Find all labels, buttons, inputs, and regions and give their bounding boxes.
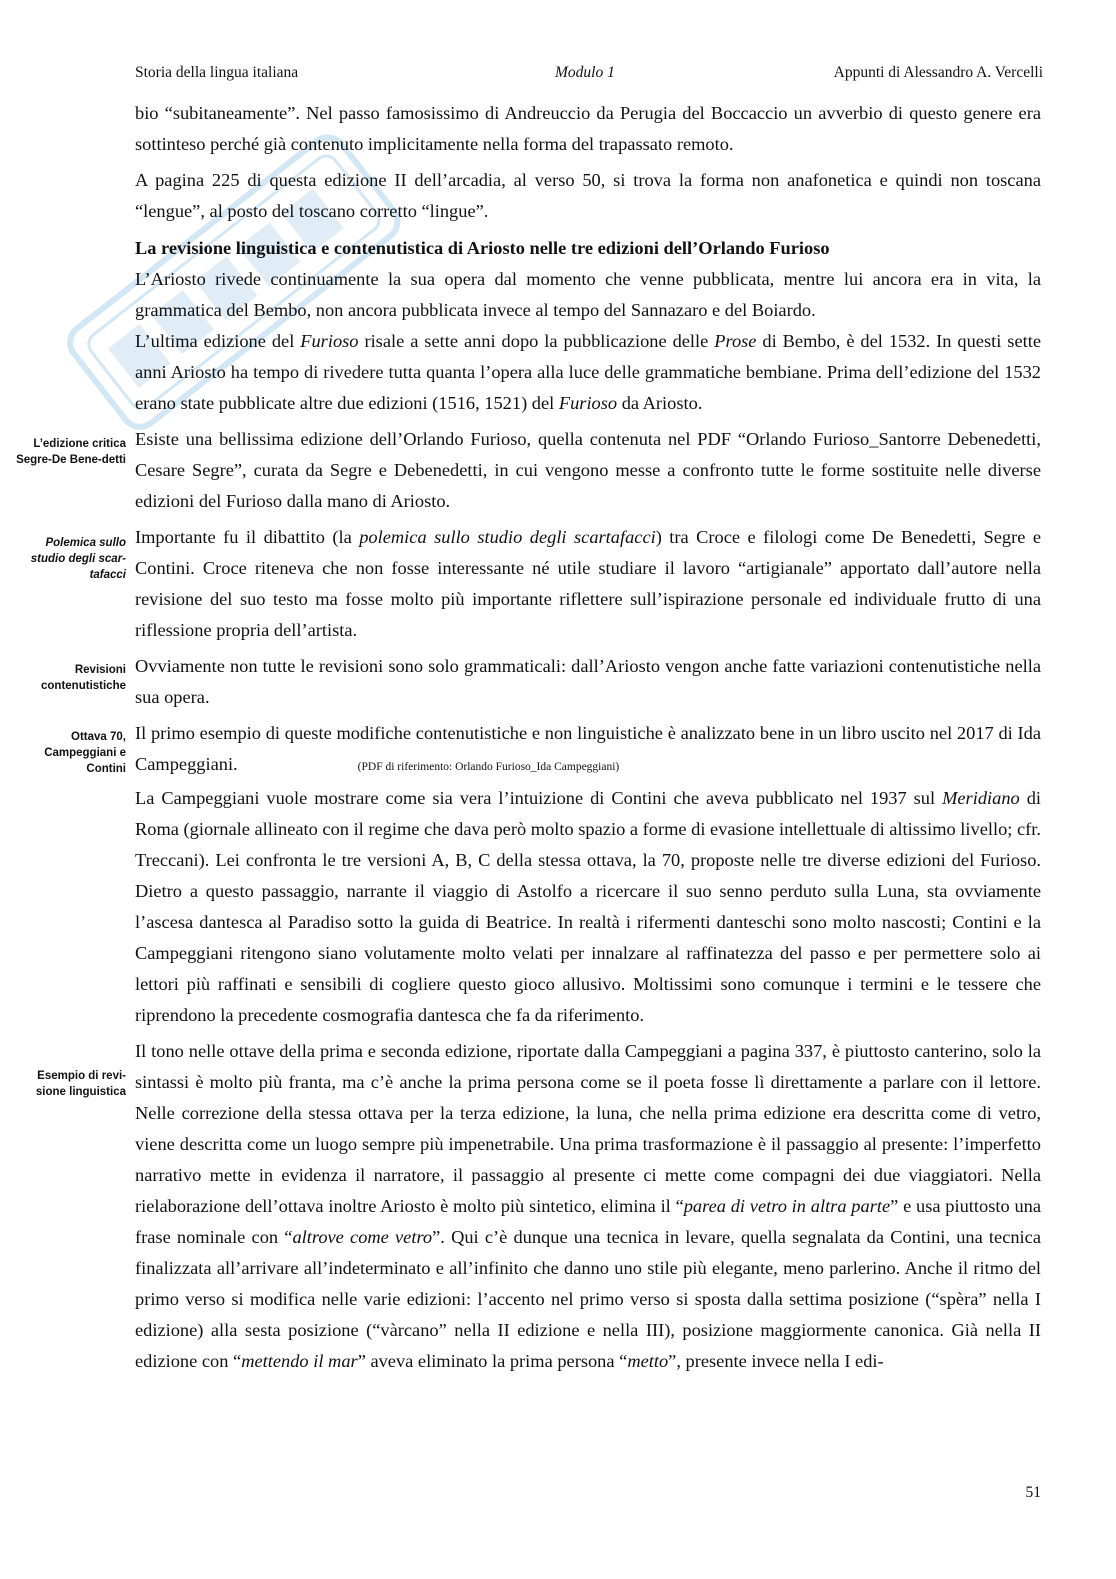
pdf-reference-note: (PDF di riferimento: Orlando Furioso_Ida Campeggiani) <box>357 761 620 773</box>
paragraph-10: Il tono nelle ottave della prima e seconda edizione, riportate dalla Campeggiani a pagina 337, è piuttosto canterino, solo la sintassi è molto più franta, ma c’è anche la prima persona come se il poeta fosse lì direttamente a parlare con il lettore. Nelle correzione della stessa ottava per la terza edizione, la luna, che nella prima edizione era descritta come di vetro, viene descritta come un luogo sempre più impenetrabile. Una prima trasformazione è il passaggio al presente: l’imperfetto narrativo mette in evidenza il narratore, il passaggio al presente ci mette come compagni dei due viaggiatori. Nella rielaborazione dell’ottava inoltre Ariosto è molto più sintetico, elimina il “parea di vetro in altra parte” e usa piuttosto una frase nominale con “altrove come vetro”. Qui c’è dunque una tecnica in levare, quella segnalata da Contini, una tecnica finalizzata all’arrivare all’indeterminato e all’infinito che danno uno stile più elegante, meno parlerino. Anche il ritmo del primo verso si modifica nelle varie edizioni: l’accento nel primo verso si sposta dalla settima posizione (“spèra” nella I edizione) alla sesta posizione (“vàrcano” nella II edizione e nella III), posizione maggiormente canonica. Già nella II edizione con “mettendo il mar” aveva eliminato la prima persona “metto”, presente invece nella I edi- <box>135 1041 1042 1371</box>
page-number: 51 <box>1025 1484 1041 1501</box>
paragraph-6: Importante fu il dibattito (la polemica sullo studio degli scartafacci) tra Croce e filologi come De Benedetti, Segre e Contini. Croce riteneva che non fosse interessante né utile studiare il lavoro “artigianale” apportato dall’autore nella revisione del suo testo ma fosse molto più importante riflettere sull’ispirazione personale ed individuale frutto di una riflessione propria dell’artista. <box>135 527 1041 640</box>
header-course-title: Storia della lingua italiana <box>135 64 299 81</box>
margin-note-revisioni: Revisioni contenutistiche <box>41 664 126 692</box>
header-author: Appunti di Alessandro A. Vercelli <box>833 64 1043 81</box>
paragraph-7: Ovviamente non tutte le revisioni sono solo grammaticali: dall’Ariosto vengon anche fatte variazioni contenutistiche nella sua opera. <box>135 656 1041 707</box>
paragraph-5: Esiste una bellissima edizione dell’Orlando Furioso, quella contenuta nel PDF “Orlando Furioso_Santorre Debenedetti, Cesare Segre”, curata da Segre e Debenedetti, in cui vengono messe a confronto tutte le forme sostituite nelle diverse edizioni del Furioso dalla mano di Ariosto. <box>135 429 1041 511</box>
paragraph-3: L’Ariosto rivede continuamente la sua opera dal momento che venne pubblicata, mentre lui ancora era in vita, la grammatica del Bembo, non ancora pubblicata invece al tempo del Sannazaro e del Boiardo. <box>135 269 1041 320</box>
header-module: Modulo 1 <box>555 64 615 81</box>
section-heading: La revisione linguistica e contenutistica di Ariosto nelle tre edizioni dell’Orlando Furioso <box>135 238 830 258</box>
margin-note-edizione-critica: L’edizione critica Segre-De Bene-detti <box>16 438 126 466</box>
paragraph-4: L’ultima edizione del Furioso risale a sette anni dopo la pubblicazione delle Prose di Bembo, è del 1532. In questi sette anni Ariosto ha tempo di rivedere tutta quanta l’opera alla luce delle grammatiche bembiane. Prima dell’edizione del 1532 erano state pubblicate altre due edizioni (1516, 1521) del Furioso da Ariosto. <box>135 331 1041 413</box>
paragraph-2: A pagina 225 di questa edizione II dell’arcadia, al verso 50, si trova la forma non anafonetica e quindi non toscana “lengue”, al posto del toscano corretto “lingue”. <box>135 170 1041 221</box>
paragraph-9: La Campeggiani vuole mostrare come sia vera l’intuizione di Contini che aveva pubblicato nel 1937 sul Meridiano di Roma (giornale allineato con il regime che dava però molto spazio a forme di evasione intellettuale di altissimo livello; cfr. Treccani). Lei confronta le tre versioni A, B, C della stessa ottava, la 70, proposte nelle tre diverse edizioni del Furioso. Dietro a questo passaggio, narrante il viaggio di Astolfo a ricercare il suo senno perduto sulla Luna, sta ovviamente l’ascesa dantesca al Paradiso sotto la guida di Beatrice. In realtà i rifermenti danteschi sono molto nascosti; Contini e la Campeggiani ritengono siano volutamente molto velati per innalzare al raffinatezza del passo e per permettere solo ai lettori più raffinati e sensibili di cogliere questo gioco allusivo. Moltissimi sono comunque i termini e le tessere che riprendono la precedente cosmografia dantesca che fa da riferimento. <box>135 788 1041 1025</box>
main-text <box>135 98 1041 1377</box>
margin-note-ottava-70: Ottava 70, Campeggiani e Contini <box>44 731 126 775</box>
paragraph-8: Il primo esempio di queste modifiche contenutistiche e non linguistiche è analizzato bene in un libro uscito nel 2017 di Ida Campeggiani. (PDF di riferimento: Orlando Furioso_Ida Campeggiani) <box>135 723 1041 774</box>
margin-note-esempio-revisione: Esempio di revi-sione linguistica <box>35 1070 126 1098</box>
paragraph-1: bio “subitaneamente”. Nel passo famosissimo di Andreuccio da Perugia del Boccaccio un avverbio di questo genere era sottinteso perché già contenuto implicitamente nella forma del trapassato remoto. <box>135 103 1041 154</box>
margin-note-polemica: Polemica sullo studio degli scar-tafacci <box>30 537 126 581</box>
page-header <box>135 64 1043 88</box>
